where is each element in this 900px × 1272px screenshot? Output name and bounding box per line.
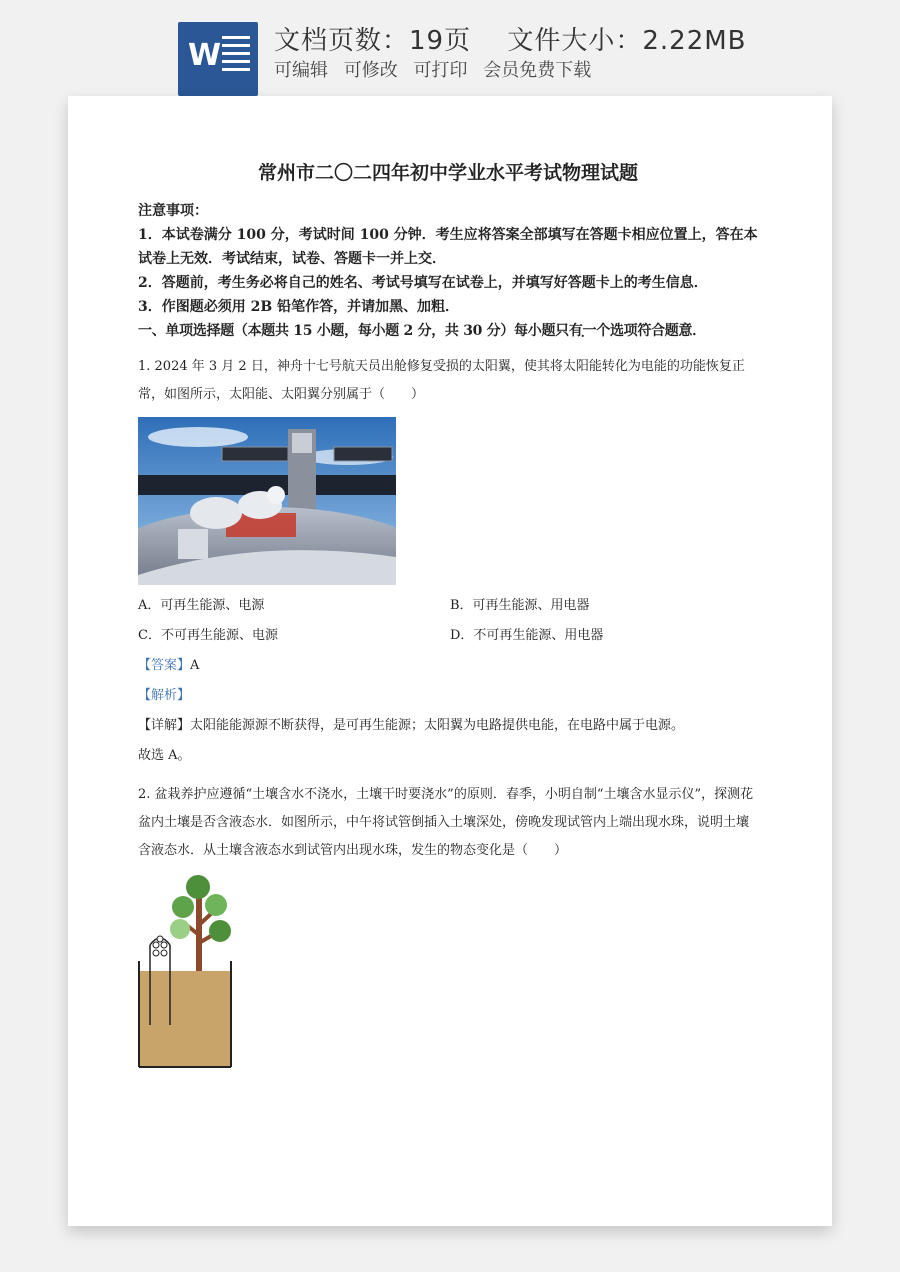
document-page xyxy=(68,96,832,1226)
file-info-title: 文档页数：19页 文件大小：2.22MB xyxy=(274,26,747,56)
question-2-stem: 2. 盆栽养护应遵循“土壤含水不浇水，土壤干时要浇水”的原则．春季，小明自制“土壤含水显示仪”，探测花盆内土壤是否含液态水．如图所示，中午将试管倒插入土壤深处，傍晚发现试管内上端出现水珠，说明土壤含液态水．从土壤含液态水到试管内出现水珠，发生的物态变化是（ ） xyxy=(138,787,754,858)
feature-printable: 可打印 xyxy=(413,60,468,81)
section-heading-tail: 选项符合题意． xyxy=(609,323,706,339)
notice-heading: 注意事项： xyxy=(138,203,208,219)
answer-tag: 【答案】 xyxy=(138,658,191,673)
detail-line xyxy=(138,711,758,741)
notice-item: 2．答题前，考生务必将自己的姓名、考试号填写在试卷上，并填写好答题卡上的考生信息． xyxy=(138,275,708,291)
header-banner xyxy=(0,0,900,96)
analysis-line xyxy=(138,681,758,711)
section-heading xyxy=(138,319,758,343)
notice-item: 1．本试卷满分 100 分，考试时间 100 分钟．考生应将答案全部填写在答题卡相应位置上，答在本试卷上无效．考试结束，试卷、答题卡一并上交． xyxy=(138,227,758,267)
analysis-tag: 【解析】 xyxy=(138,688,191,703)
option-d: D．不可再生能源、用电器 xyxy=(450,628,604,643)
option-c: C．不可再生能源、电源 xyxy=(138,628,278,643)
answer-line xyxy=(138,651,758,681)
soil-moisture-indicator-figure xyxy=(138,875,238,1071)
answer-value: A xyxy=(190,658,200,673)
detail-text: 太阳能能源源不断获得，是可再生能源；太阳翼为电路提供电能，在电路中属于电源。 xyxy=(190,718,685,733)
notice-item: 3．作图题必须用 2B 铅笔作答，并请加黑、加粗． xyxy=(138,299,460,315)
emphasis-dotted: 只有一个 xyxy=(555,323,610,339)
page-content xyxy=(138,158,758,1071)
section-heading-text: 一、单项选择题（本题共 15 小题，每小题 2 分，共 30 分）每小题 xyxy=(138,323,556,339)
option-b: B．可再生能源、用电器 xyxy=(450,598,590,613)
question-1-stem: 1. 2024 年 3 月 2 日，神舟十七号航天员出舱修复受损的太阳翼，使其将太阳能转化为电能的功能恢复正常，如图所示，太阳能、太阳翼分别属于（ ） xyxy=(138,359,745,402)
detail-tag: 【详解】 xyxy=(138,718,191,733)
option-a: A．可再生能源、电源 xyxy=(138,598,265,613)
astronaut-spacewalk-photo xyxy=(138,417,396,585)
exam-notice xyxy=(138,199,758,343)
feature-modifiable: 可修改 xyxy=(343,60,398,81)
question-1-options xyxy=(138,591,758,651)
feature-editable: 可编辑 xyxy=(274,60,328,81)
word-doc-icon: W xyxy=(178,22,258,96)
conclusion-line: 故选 A。 xyxy=(138,748,191,763)
feature-member-download: 会员免费下载 xyxy=(483,60,592,81)
file-features xyxy=(274,56,601,82)
page-title: 常州市二〇二四年初中学业水平考试物理试题 xyxy=(257,162,638,184)
